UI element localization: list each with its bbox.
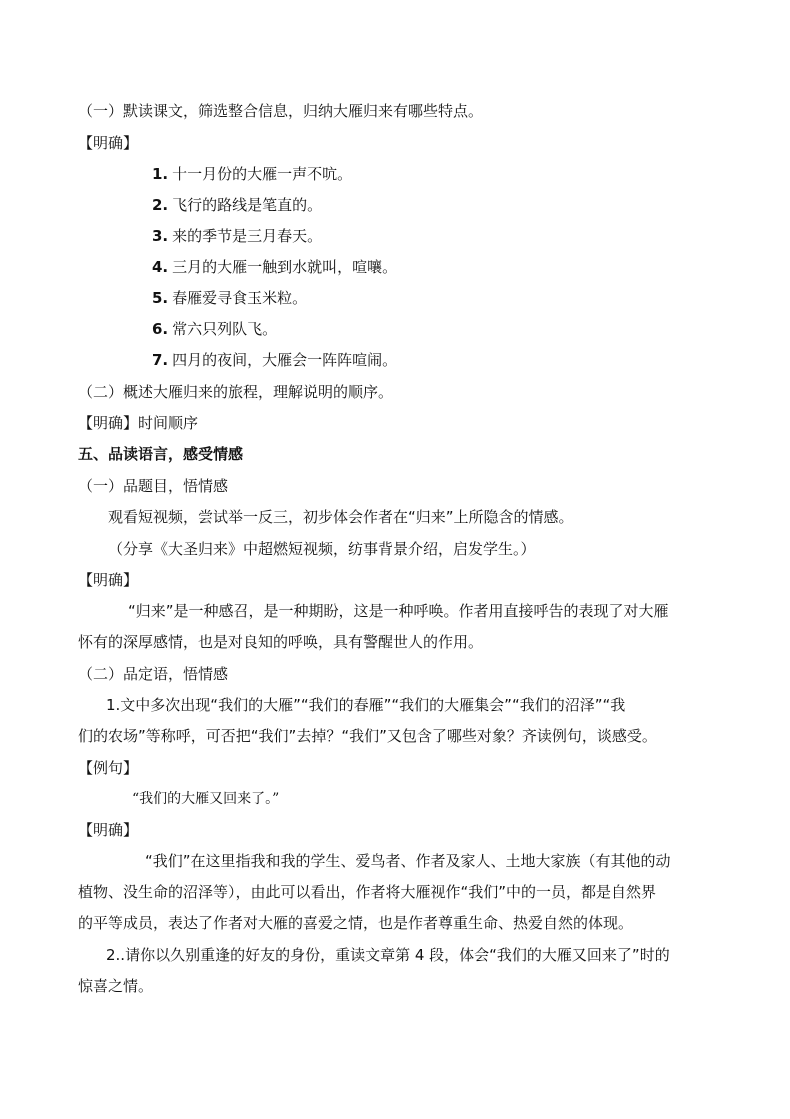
question-1: （一）默读课文，筛选整合信息，归纳大雁归来有哪些特点。	[78, 102, 484, 120]
question-2: （二）概述大雁归来的旅程，理解说明的顺序。	[78, 383, 394, 401]
example-sentence: “我们的大雁又回来了。”	[132, 791, 280, 807]
answer-1-line-2: 怀有的深厚感情，也是对良知的呼唤，具有警醒世人的作用。	[78, 633, 484, 651]
answer-2-line-3: 的平等成员，表达了作者对大雁的喜爱之情，也是作者尊重生命、热爱自然的体现。	[78, 914, 634, 932]
example-label: 【例句】	[78, 759, 139, 777]
list-item-text: 飞行的路线是笔直的。	[172, 196, 323, 214]
question-4-line-1: 2..请你以久别重逢的好友的身份，重读文章第 4 段，体会“我们的大雁又回来了”时的	[106, 946, 670, 964]
list-item-1	[152, 164, 352, 184]
list-item-number: 2.	[152, 196, 169, 214]
list-item-text: 三月的大雁一触到水就叫，喧嚷。	[172, 258, 398, 276]
list-item-text: 常六只列队飞。	[172, 320, 278, 338]
list-item-text: 十一月份的大雁一声不吭。	[172, 165, 353, 183]
list-item-3	[152, 226, 322, 246]
question-3-line-2: 们的农场”等称呼，可否把“我们”去掉？“我们”又包含了哪些对象？齐读例句，谈感受。	[78, 727, 657, 745]
mingque-label-3: 【明确】	[78, 571, 139, 589]
list-item-number: 7.	[152, 351, 169, 369]
question-3-line-1: 1.文中多次出现“我们的大雁”“我们的春雁”“我们的大雁集会”“我们的沼泽”“我	[106, 696, 626, 714]
list-item-number: 5.	[152, 289, 169, 307]
list-item-text: 来的季节是三月春天。	[172, 227, 323, 245]
subsection-2-title: （二）品定语，悟情感	[78, 665, 229, 683]
list-item-number: 1.	[152, 165, 169, 183]
section-heading-5: 五、品读语言，感受情感	[78, 445, 244, 463]
list-item-2	[152, 195, 322, 215]
list-item-number: 6.	[152, 320, 169, 338]
list-item-6	[152, 319, 277, 339]
list-item-5	[152, 288, 307, 308]
question-4-line-2: 惊喜之情。	[78, 977, 154, 995]
mingque-label-1: 【明确】	[78, 134, 139, 152]
answer-2-line-1: “我们”在这里指我和我的学生、爱鸟者、作者及家人、土地大家族（有其他的动	[145, 852, 671, 870]
list-item-number: 4.	[152, 258, 169, 276]
subsection-1-title: （一）品题目，悟情感	[78, 477, 229, 495]
mingque-label-4: 【明确】	[78, 821, 139, 839]
mingque-answer-2: 【明确】时间顺序	[78, 414, 199, 432]
list-item-number: 3.	[152, 227, 169, 245]
subsection-1-paragraph-1: 观看短视频，尝试举一反三，初步体会作者在“归来”上所隐含的情感。	[108, 508, 574, 526]
list-item-7	[152, 350, 397, 370]
list-item-text: 春雁爱寻食玉米粒。	[172, 289, 308, 307]
list-item-text: 四月的夜间，大雁会一阵阵喧闹。	[172, 351, 398, 369]
answer-2-line-2: 植物、没生命的沼泽等），由此可以看出，作者将大雁视作“我们”中的一员，都是自然界	[78, 883, 657, 901]
subsection-1-paragraph-2: （分享《大圣归来》中超燃短视频，纺事背景介绍，启发学生。）	[108, 540, 536, 558]
answer-1-line-1: “归来”是一种感召，是一种期盼，这是一种呼唤。作者用直接呼告的表现了对大雁	[128, 602, 669, 620]
list-item-4	[152, 257, 397, 277]
